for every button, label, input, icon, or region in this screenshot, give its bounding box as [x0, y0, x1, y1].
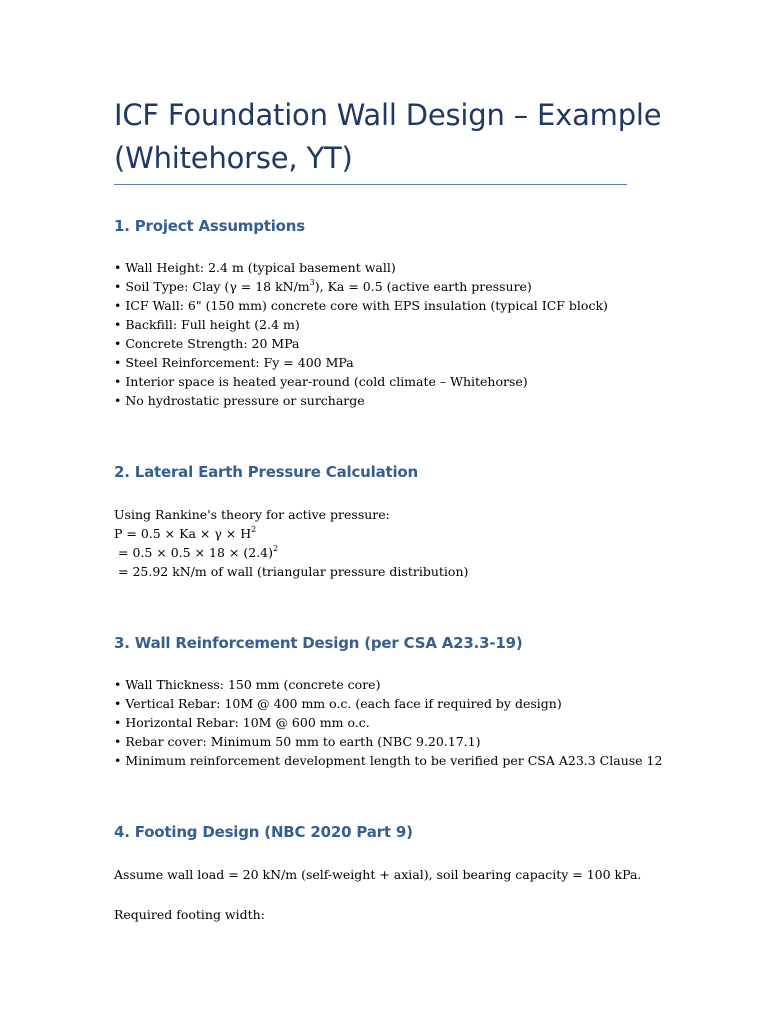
superscript: 2: [251, 524, 257, 534]
step-text: = 0.5 × 0.5 × 18 × (2.4): [118, 545, 274, 560]
footing-paragraph: Required footing width:: [114, 907, 265, 922]
title-line-2: (Whitehorse, YT): [114, 141, 353, 175]
project-assumptions-list: [114, 258, 654, 410]
list-item-text: • Soil Type: Clay (γ = 18 kN/m: [114, 279, 310, 294]
calculation-step: [114, 543, 654, 562]
list-item: • No hydrostatic pressure or surcharge: [114, 393, 365, 408]
section-heading-wall-reinforcement: 3. Wall Reinforcement Design (per CSA A23.3-19): [114, 634, 523, 652]
list-item: • Minimum reinforcement development length to be verified per CSA A23.3 Clause 12: [114, 753, 663, 768]
section-heading-footing-design: 4. Footing Design (NBC 2020 Part 9): [114, 823, 413, 841]
title-underline-rule: [114, 184, 627, 185]
list-item: • Steel Reinforcement: Fy = 400 MPa: [114, 355, 354, 370]
calculation-intro: Using Rankine's theory for active pressure:: [114, 507, 390, 522]
section-heading-project-assumptions: 1. Project Assumptions: [114, 217, 305, 235]
list-item: • Wall Thickness: 150 mm (concrete core): [114, 677, 381, 692]
section-heading-lateral-earth-pressure: 2. Lateral Earth Pressure Calculation: [114, 463, 418, 481]
reinforcement-list: [114, 675, 663, 770]
formula-text: P = 0.5 × Ka × γ × H: [114, 526, 252, 541]
list-item: • Concrete Strength: 20 MPa: [114, 336, 300, 351]
list-item: • Interior space is heated year-round (cold climate – Whitehorse): [114, 374, 528, 389]
list-item: • Rebar cover: Minimum 50 mm to earth (NBC 9.20.17.1): [114, 734, 481, 749]
superscript: 3: [309, 277, 315, 287]
superscript: 2: [273, 543, 279, 553]
list-item: • Horizontal Rebar: 10M @ 600 mm o.c.: [114, 715, 370, 730]
footing-paragraph: Assume wall load = 20 kN/m (self-weight + axial), soil bearing capacity = 100 kPa.: [114, 867, 642, 882]
list-item: [114, 277, 654, 296]
title-line-1: ICF Foundation Wall Design – Example: [114, 98, 662, 132]
list-item: • Backfill: Full height (2.4 m): [114, 317, 300, 332]
calculation-formula: [114, 524, 654, 543]
list-item: • Wall Height: 2.4 m (typical basement wall): [114, 260, 396, 275]
document-title: [114, 0, 662, 180]
list-item-text: ), Ka = 0.5 (active earth pressure): [314, 279, 532, 294]
pressure-calculation: [114, 505, 654, 581]
list-item: • Vertical Rebar: 10M @ 400 mm o.c. (each face if required by design): [114, 696, 562, 711]
list-item: • ICF Wall: 6" (150 mm) concrete core with EPS insulation (typical ICF block): [114, 298, 608, 313]
calculation-result: = 25.92 kN/m of wall (triangular pressure distribution): [118, 564, 469, 579]
